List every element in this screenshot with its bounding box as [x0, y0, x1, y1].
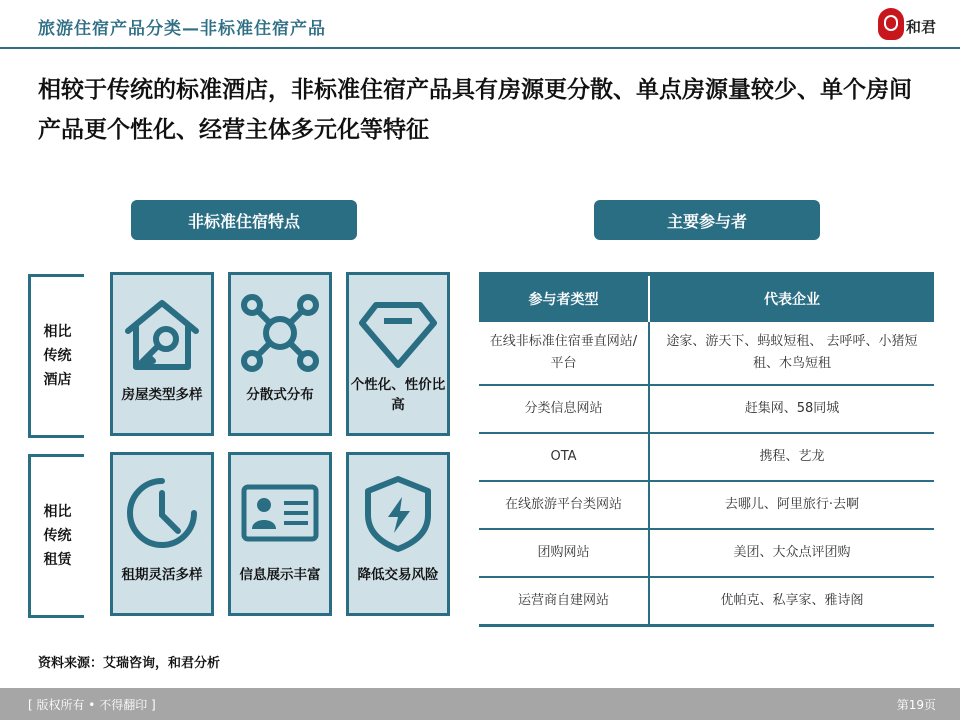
- header-divider: [0, 47, 960, 49]
- representative-companies: 携程、艺龙: [649, 433, 934, 481]
- feature-label: 降低交易风险: [357, 567, 439, 583]
- feature-label: 分散式分布: [246, 387, 314, 403]
- copyright-notice: [ 版权所有 • 不得翻印 ]: [28, 698, 156, 712]
- participant-type: 在线非标准住宿垂直网站/平台: [479, 322, 649, 385]
- feature-label: 个性化、性价比高: [350, 377, 446, 413]
- participants-table: [479, 272, 934, 627]
- id-card-icon: [238, 471, 322, 555]
- brand-logo: [878, 8, 940, 42]
- footer-bar: [0, 688, 960, 720]
- col-header-companies: 代表企业: [649, 274, 934, 322]
- participant-type: 团购网站: [479, 529, 649, 577]
- distributed-network-icon: [238, 291, 322, 375]
- representative-companies: 赶集网、58同城: [649, 385, 934, 433]
- feature-tile-housing-types: [110, 272, 214, 436]
- feature-tile-flexible-term: [110, 452, 214, 616]
- source-note: 资料来源：艾瑞咨询，和君分析: [38, 656, 221, 671]
- feature-tile-personalized: [346, 272, 450, 436]
- feature-label: 房屋类型多样: [121, 387, 203, 403]
- group-label-rental: [28, 454, 84, 618]
- page-title: 旅游住宿产品分类—非标准住宿产品: [38, 19, 326, 39]
- participant-type: OTA: [479, 433, 649, 481]
- participant-type: 运营商自建网站: [479, 577, 649, 626]
- group-label-text: 相比传统酒店: [43, 324, 72, 388]
- house-key-icon: [120, 291, 204, 375]
- table-row: [479, 529, 934, 577]
- table-row: [479, 481, 934, 529]
- representative-companies: 美团、大众点评团购: [649, 529, 934, 577]
- table-row: [479, 322, 934, 385]
- feature-label: 租期灵活多样: [121, 567, 203, 583]
- group-label-hotel: [28, 274, 84, 438]
- participants-title: 主要参与者: [594, 200, 820, 240]
- table-row: [479, 433, 934, 481]
- page-number: 第19页: [896, 698, 936, 712]
- logo-seal-icon: [878, 8, 904, 40]
- feature-tile-distributed: [228, 272, 332, 436]
- clock-icon: [120, 471, 204, 555]
- table-row: [479, 577, 934, 626]
- diamond-icon: [356, 291, 440, 375]
- representative-companies: 途家、游天下、蚂蚁短租、 去呼呼、小猪短租、木鸟短租: [649, 322, 934, 385]
- group-label-text: 相比传统租赁: [43, 504, 72, 568]
- participant-type: 在线旅游平台类网站: [479, 481, 649, 529]
- feature-tile-lower-risk: [346, 452, 450, 616]
- logo-text: 和君: [906, 18, 937, 36]
- representative-companies: 优帕克、私享家、雅诗阁: [649, 577, 934, 626]
- participant-type: 分类信息网站: [479, 385, 649, 433]
- col-header-type: 参与者类型: [479, 274, 649, 322]
- table-row: [479, 385, 934, 433]
- feature-label: 信息展示丰富: [239, 567, 321, 583]
- representative-companies: 去哪儿、阿里旅行·去啊: [649, 481, 934, 529]
- table-header-row: [479, 274, 934, 322]
- shield-lightning-icon: [356, 471, 440, 555]
- headline: 相较于传统的标准酒店，非标准住宿产品具有房源更分散、单点房源量较少、单个房间产品更个性化、经营主体多元化等特征: [38, 77, 912, 143]
- feature-tile-rich-info: [228, 452, 332, 616]
- features-title: 非标准住宿特点: [131, 200, 357, 240]
